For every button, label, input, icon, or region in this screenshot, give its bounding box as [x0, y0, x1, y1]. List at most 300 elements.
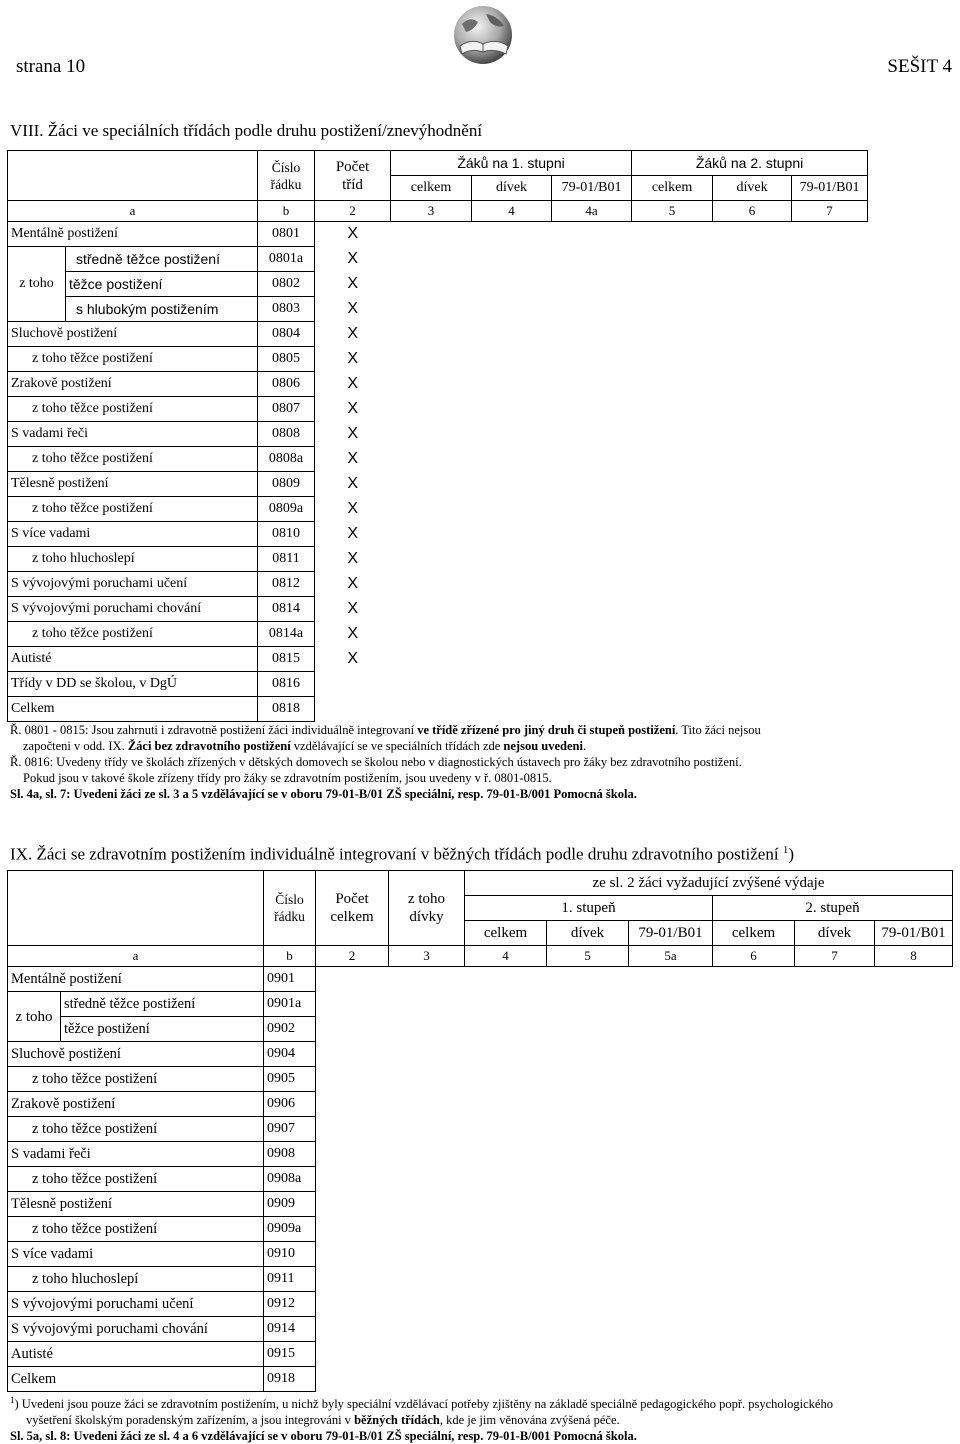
- value-cell[interactable]: [552, 572, 632, 597]
- value-cell[interactable]: [472, 222, 552, 247]
- value-cell[interactable]: [472, 547, 552, 572]
- value-cell[interactable]: [472, 347, 552, 372]
- value-cell[interactable]: [552, 647, 632, 672]
- value-cell[interactable]: [795, 1042, 875, 1067]
- value-cell[interactable]: [552, 697, 632, 722]
- value-cell[interactable]: [875, 992, 953, 1017]
- value-cell[interactable]: [389, 1267, 465, 1292]
- row-label: S vývojovými poruchami chování: [8, 597, 258, 622]
- value-cell[interactable]: [713, 547, 792, 572]
- row-code: 0807: [258, 397, 315, 422]
- value-cell[interactable]: [389, 1067, 465, 1092]
- value-cell[interactable]: [875, 1117, 953, 1142]
- value-cell[interactable]: [792, 622, 868, 647]
- value-cell[interactable]: [389, 1292, 465, 1317]
- value-cell[interactable]: [547, 967, 629, 992]
- row-group-label: z toho: [8, 247, 66, 322]
- value-cell[interactable]: [465, 1342, 547, 1367]
- row-code: 0812: [258, 572, 315, 597]
- value-cell[interactable]: [713, 1192, 795, 1217]
- value-cell[interactable]: [465, 1267, 547, 1292]
- value-cell[interactable]: [792, 422, 868, 447]
- value-cell[interactable]: [472, 622, 552, 647]
- value-cell[interactable]: [713, 967, 795, 992]
- value-cell[interactable]: [472, 272, 552, 297]
- value-cell[interactable]: [792, 372, 868, 397]
- value-cell[interactable]: [465, 1067, 547, 1092]
- value-cell[interactable]: [629, 1092, 713, 1117]
- value-cell[interactable]: [472, 247, 552, 272]
- value-cell[interactable]: [391, 272, 472, 297]
- value-cell[interactable]: [875, 1292, 953, 1317]
- value-cell[interactable]: [465, 1367, 547, 1392]
- value-cell[interactable]: [547, 1117, 629, 1142]
- value-cell[interactable]: [391, 397, 472, 422]
- value-cell[interactable]: [547, 1042, 629, 1067]
- value-cell[interactable]: [632, 272, 713, 297]
- value-cell[interactable]: [465, 1192, 547, 1217]
- value-cell[interactable]: [552, 222, 632, 247]
- value-cell[interactable]: [389, 1217, 465, 1242]
- value-cell[interactable]: [792, 597, 868, 622]
- value-cell[interactable]: [792, 647, 868, 672]
- value-cell[interactable]: [713, 372, 792, 397]
- row-label: Celkem: [8, 697, 258, 722]
- value-cell[interactable]: [795, 1192, 875, 1217]
- value-cell[interactable]: [632, 697, 713, 722]
- value-cell[interactable]: [629, 1267, 713, 1292]
- value-cell[interactable]: [632, 647, 713, 672]
- value-cell[interactable]: [875, 1267, 953, 1292]
- value-cell[interactable]: [875, 1042, 953, 1067]
- value-cell[interactable]: [552, 497, 632, 522]
- value-cell[interactable]: [465, 992, 547, 1017]
- value-cell[interactable]: [713, 572, 792, 597]
- value-cell[interactable]: [552, 322, 632, 347]
- value-cell[interactable]: [629, 1017, 713, 1042]
- value-cell[interactable]: [552, 422, 632, 447]
- value-cell[interactable]: [795, 1217, 875, 1242]
- value-cell[interactable]: [792, 447, 868, 472]
- sub-col-header: celkem: [391, 176, 472, 201]
- value-cell[interactable]: [713, 1292, 795, 1317]
- col-letter: 5a: [629, 946, 713, 967]
- value-cell[interactable]: [632, 622, 713, 647]
- value-cell[interactable]: [875, 1242, 953, 1267]
- value-cell[interactable]: [465, 1042, 547, 1067]
- value-cell[interactable]: [552, 297, 632, 322]
- row-code: 0908: [264, 1142, 316, 1167]
- value-cell[interactable]: [795, 1242, 875, 1267]
- value-cell[interactable]: [713, 1142, 795, 1167]
- value-cell[interactable]: [713, 1092, 795, 1117]
- value-cell[interactable]: [795, 1017, 875, 1042]
- value-cell[interactable]: [389, 1367, 465, 1392]
- value-cell[interactable]: [472, 697, 552, 722]
- value-cell[interactable]: [316, 1367, 389, 1392]
- value-cell[interactable]: [316, 1317, 389, 1342]
- value-cell[interactable]: [792, 697, 868, 722]
- value-cell[interactable]: [792, 347, 868, 372]
- value-cell[interactable]: [552, 522, 632, 547]
- value-cell[interactable]: [713, 1367, 795, 1392]
- value-cell[interactable]: [316, 992, 389, 1017]
- table-row: [8, 1017, 953, 1042]
- value-cell[interactable]: [391, 547, 472, 572]
- value-cell[interactable]: [713, 472, 792, 497]
- value-cell[interactable]: [472, 472, 552, 497]
- header-empty-cell: [8, 151, 258, 201]
- value-cell[interactable]: [629, 1167, 713, 1192]
- value-cell[interactable]: [391, 372, 472, 397]
- value-cell[interactable]: [629, 1342, 713, 1367]
- value-cell[interactable]: [632, 247, 713, 272]
- value-cell[interactable]: [792, 297, 868, 322]
- value-cell[interactable]: [795, 967, 875, 992]
- value-cell[interactable]: [792, 497, 868, 522]
- row-code: 0815: [258, 647, 315, 672]
- value-cell[interactable]: [795, 1367, 875, 1392]
- value-cell[interactable]: [875, 1192, 953, 1217]
- value-cell[interactable]: [391, 472, 472, 497]
- value-cell[interactable]: [465, 1292, 547, 1317]
- table-row: [8, 672, 868, 697]
- value-cell[interactable]: [792, 322, 868, 347]
- value-cell[interactable]: [472, 447, 552, 472]
- value-cell[interactable]: [713, 322, 792, 347]
- value-cell[interactable]: [629, 1217, 713, 1242]
- value-cell[interactable]: [629, 1142, 713, 1167]
- value-cell[interactable]: [391, 597, 472, 622]
- value-cell[interactable]: [547, 1092, 629, 1117]
- value-cell[interactable]: [389, 992, 465, 1017]
- value-cell[interactable]: [713, 1242, 795, 1267]
- value-cell[interactable]: [547, 1142, 629, 1167]
- value-cell[interactable]: [391, 247, 472, 272]
- value-cell[interactable]: [316, 1292, 389, 1317]
- value-cell[interactable]: [629, 1317, 713, 1342]
- value-cell[interactable]: [632, 347, 713, 372]
- value-cell[interactable]: [389, 1242, 465, 1267]
- value-cell[interactable]: [316, 1167, 389, 1192]
- value-cell[interactable]: [713, 1342, 795, 1367]
- value-cell[interactable]: [547, 1067, 629, 1092]
- value-cell[interactable]: [632, 497, 713, 522]
- value-cell[interactable]: [316, 1192, 389, 1217]
- value-cell[interactable]: [713, 992, 795, 1017]
- value-cell[interactable]: [391, 422, 472, 447]
- value-cell[interactable]: [632, 522, 713, 547]
- value-cell[interactable]: [713, 1167, 795, 1192]
- value-cell[interactable]: [795, 1067, 875, 1092]
- value-cell[interactable]: [632, 597, 713, 622]
- value-cell[interactable]: [632, 397, 713, 422]
- value-cell[interactable]: [391, 347, 472, 372]
- value-cell[interactable]: [713, 697, 792, 722]
- value-cell[interactable]: [632, 297, 713, 322]
- value-cell[interactable]: [552, 347, 632, 372]
- value-cell[interactable]: [316, 1242, 389, 1267]
- value-cell[interactable]: [391, 222, 472, 247]
- value-cell[interactable]: [472, 672, 552, 697]
- value-cell[interactable]: [389, 1192, 465, 1217]
- value-cell[interactable]: [465, 1017, 547, 1042]
- value-cell[interactable]: [632, 222, 713, 247]
- value-cell[interactable]: [713, 597, 792, 622]
- value-cell[interactable]: [795, 1117, 875, 1142]
- value-cell[interactable]: [632, 372, 713, 397]
- value-cell[interactable]: [713, 522, 792, 547]
- value-cell[interactable]: [389, 1017, 465, 1042]
- value-cell[interactable]: [632, 322, 713, 347]
- value-cell[interactable]: [875, 1167, 953, 1192]
- value-cell[interactable]: [472, 322, 552, 347]
- value-cell[interactable]: [547, 1242, 629, 1267]
- value-cell[interactable]: [632, 447, 713, 472]
- value-cell[interactable]: [713, 397, 792, 422]
- value-cell[interactable]: [629, 1242, 713, 1267]
- value-cell[interactable]: [472, 422, 552, 447]
- value-cell[interactable]: [792, 522, 868, 547]
- value-cell[interactable]: [472, 497, 552, 522]
- col-girls-header: z toho dívky: [389, 871, 465, 946]
- value-cell[interactable]: [632, 422, 713, 447]
- row-code: 0907: [264, 1117, 316, 1142]
- table-row: [8, 967, 953, 992]
- value-cell[interactable]: [389, 1342, 465, 1367]
- table-row: [8, 1192, 953, 1217]
- value-cell[interactable]: [875, 1067, 953, 1092]
- value-cell[interactable]: [629, 992, 713, 1017]
- group-1st-grade-header: 1. stupeň: [465, 896, 713, 921]
- row-code: 0801a: [258, 247, 315, 272]
- value-cell[interactable]: [629, 1367, 713, 1392]
- value-cell[interactable]: [795, 992, 875, 1017]
- value-cell[interactable]: [713, 347, 792, 372]
- value-cell[interactable]: [713, 447, 792, 472]
- value-cell[interactable]: [316, 1117, 389, 1142]
- value-cell[interactable]: [316, 1217, 389, 1242]
- value-cell[interactable]: [795, 1167, 875, 1192]
- value-cell[interactable]: [552, 247, 632, 272]
- value-cell[interactable]: [713, 672, 792, 697]
- value-cell[interactable]: [465, 1092, 547, 1117]
- value-cell[interactable]: [391, 447, 472, 472]
- value-cell[interactable]: [713, 1317, 795, 1342]
- value-cell[interactable]: [547, 1267, 629, 1292]
- value-cell[interactable]: [389, 1092, 465, 1117]
- page-header-right: SEŠIT 4: [887, 56, 952, 77]
- value-cell[interactable]: [465, 1217, 547, 1242]
- value-cell[interactable]: [713, 1017, 795, 1042]
- value-cell[interactable]: [465, 1167, 547, 1192]
- value-cell[interactable]: [465, 1317, 547, 1342]
- value-cell[interactable]: [472, 522, 552, 547]
- value-cell[interactable]: [713, 1067, 795, 1092]
- row-classes-cell: X: [347, 450, 359, 467]
- value-cell[interactable]: [389, 1117, 465, 1142]
- row-classes-cell: X: [347, 275, 359, 292]
- value-cell[interactable]: [391, 572, 472, 597]
- sub-col-header: dívek: [713, 176, 792, 201]
- table-row: [8, 992, 953, 1017]
- value-cell[interactable]: [713, 247, 792, 272]
- value-cell[interactable]: [875, 1217, 953, 1242]
- value-cell[interactable]: [795, 1292, 875, 1317]
- value-cell[interactable]: [465, 1242, 547, 1267]
- value-cell[interactable]: [316, 967, 389, 992]
- value-cell[interactable]: [875, 1142, 953, 1167]
- value-cell[interactable]: [547, 1217, 629, 1242]
- value-cell[interactable]: [875, 1092, 953, 1117]
- value-cell[interactable]: [713, 422, 792, 447]
- row-group-label: z toho: [8, 992, 61, 1042]
- value-cell[interactable]: [389, 1167, 465, 1192]
- value-cell[interactable]: [552, 472, 632, 497]
- value-cell[interactable]: [629, 1117, 713, 1142]
- sub-col-header: dívek: [795, 921, 875, 946]
- row-label: středně těžce postižení: [61, 992, 264, 1017]
- value-cell[interactable]: [547, 1367, 629, 1392]
- table-row: [8, 572, 868, 597]
- value-cell[interactable]: [389, 1142, 465, 1167]
- value-cell[interactable]: [316, 1017, 389, 1042]
- value-cell[interactable]: [547, 1292, 629, 1317]
- row-code: 0814a: [258, 622, 315, 647]
- value-cell[interactable]: [389, 967, 465, 992]
- value-cell[interactable]: [629, 1067, 713, 1092]
- value-cell[interactable]: [472, 597, 552, 622]
- value-cell[interactable]: [792, 397, 868, 422]
- value-cell[interactable]: [316, 1342, 389, 1367]
- value-cell[interactable]: [391, 697, 472, 722]
- value-cell[interactable]: [875, 1367, 953, 1392]
- value-cell[interactable]: [632, 472, 713, 497]
- value-cell[interactable]: [472, 647, 552, 672]
- value-cell[interactable]: [389, 1042, 465, 1067]
- value-cell[interactable]: [465, 1142, 547, 1167]
- row-label: Sluchově postižení: [8, 1042, 264, 1067]
- value-cell[interactable]: [713, 622, 792, 647]
- value-cell[interactable]: [713, 272, 792, 297]
- value-cell[interactable]: [547, 1017, 629, 1042]
- value-cell[interactable]: [629, 967, 713, 992]
- col-letter: a: [8, 946, 264, 967]
- table-row: [8, 372, 868, 397]
- value-cell[interactable]: [552, 272, 632, 297]
- value-cell[interactable]: [795, 1092, 875, 1117]
- value-cell[interactable]: [632, 547, 713, 572]
- value-cell[interactable]: [391, 322, 472, 347]
- globe-book-icon: [448, 2, 518, 72]
- value-cell[interactable]: [552, 447, 632, 472]
- value-cell[interactable]: [552, 622, 632, 647]
- section-9-table: [7, 870, 953, 1392]
- value-cell[interactable]: [391, 672, 472, 697]
- row-classes-cell: X: [347, 350, 359, 367]
- value-cell[interactable]: [795, 1142, 875, 1167]
- value-cell[interactable]: [552, 372, 632, 397]
- row-label: z toho hluchoslepí: [8, 547, 258, 572]
- value-cell[interactable]: [875, 1317, 953, 1342]
- value-cell[interactable]: [713, 1217, 795, 1242]
- value-cell[interactable]: [391, 522, 472, 547]
- table-row: [8, 347, 868, 372]
- value-cell[interactable]: [875, 1342, 953, 1367]
- value-cell[interactable]: [792, 672, 868, 697]
- value-cell[interactable]: [391, 497, 472, 522]
- value-cell[interactable]: [713, 222, 792, 247]
- value-cell[interactable]: [552, 672, 632, 697]
- value-cell[interactable]: [552, 597, 632, 622]
- value-cell[interactable]: [713, 1267, 795, 1292]
- value-cell[interactable]: [547, 1167, 629, 1192]
- value-cell[interactable]: [547, 992, 629, 1017]
- value-cell[interactable]: [465, 1117, 547, 1142]
- value-cell[interactable]: [547, 1317, 629, 1342]
- value-cell[interactable]: [472, 572, 552, 597]
- row-code: 0808: [258, 422, 315, 447]
- value-cell[interactable]: [629, 1292, 713, 1317]
- value-cell[interactable]: [795, 1342, 875, 1367]
- value-cell[interactable]: [391, 297, 472, 322]
- value-cell[interactable]: [472, 372, 552, 397]
- value-cell[interactable]: [875, 1017, 953, 1042]
- value-cell[interactable]: [316, 1142, 389, 1167]
- col-letter: 3: [391, 201, 472, 222]
- value-cell[interactable]: [713, 647, 792, 672]
- row-label: těžce postižení: [66, 272, 258, 297]
- value-cell[interactable]: [713, 1042, 795, 1067]
- value-cell[interactable]: [389, 1317, 465, 1342]
- value-cell[interactable]: [713, 497, 792, 522]
- value-cell[interactable]: [316, 1267, 389, 1292]
- value-cell[interactable]: [629, 1192, 713, 1217]
- value-cell[interactable]: [713, 297, 792, 322]
- value-cell[interactable]: [632, 572, 713, 597]
- value-cell[interactable]: [875, 967, 953, 992]
- value-cell[interactable]: [552, 397, 632, 422]
- value-cell[interactable]: [792, 572, 868, 597]
- value-cell[interactable]: [465, 967, 547, 992]
- value-cell[interactable]: [713, 1117, 795, 1142]
- row-label: z toho hluchoslepí: [8, 1267, 264, 1292]
- value-cell[interactable]: [316, 1067, 389, 1092]
- value-cell[interactable]: [795, 1267, 875, 1292]
- value-cell[interactable]: [391, 622, 472, 647]
- row-classes-cell: X: [347, 425, 359, 442]
- value-cell[interactable]: [316, 1042, 389, 1067]
- value-cell[interactable]: [472, 397, 552, 422]
- value-cell[interactable]: [547, 1342, 629, 1367]
- value-cell[interactable]: [632, 672, 713, 697]
- value-cell[interactable]: [316, 1092, 389, 1117]
- col-letter: 7: [792, 201, 868, 222]
- value-cell[interactable]: [792, 222, 868, 247]
- value-cell[interactable]: [472, 297, 552, 322]
- value-cell[interactable]: [547, 1192, 629, 1217]
- value-cell[interactable]: [391, 647, 472, 672]
- value-cell[interactable]: [792, 472, 868, 497]
- col-letter: 5: [547, 946, 629, 967]
- value-cell[interactable]: [552, 547, 632, 572]
- value-cell[interactable]: [795, 1317, 875, 1342]
- value-cell[interactable]: [792, 272, 868, 297]
- value-cell[interactable]: [629, 1042, 713, 1067]
- value-cell[interactable]: [792, 247, 868, 272]
- sub-col-header: celkem: [632, 176, 713, 201]
- value-cell[interactable]: [792, 547, 868, 572]
